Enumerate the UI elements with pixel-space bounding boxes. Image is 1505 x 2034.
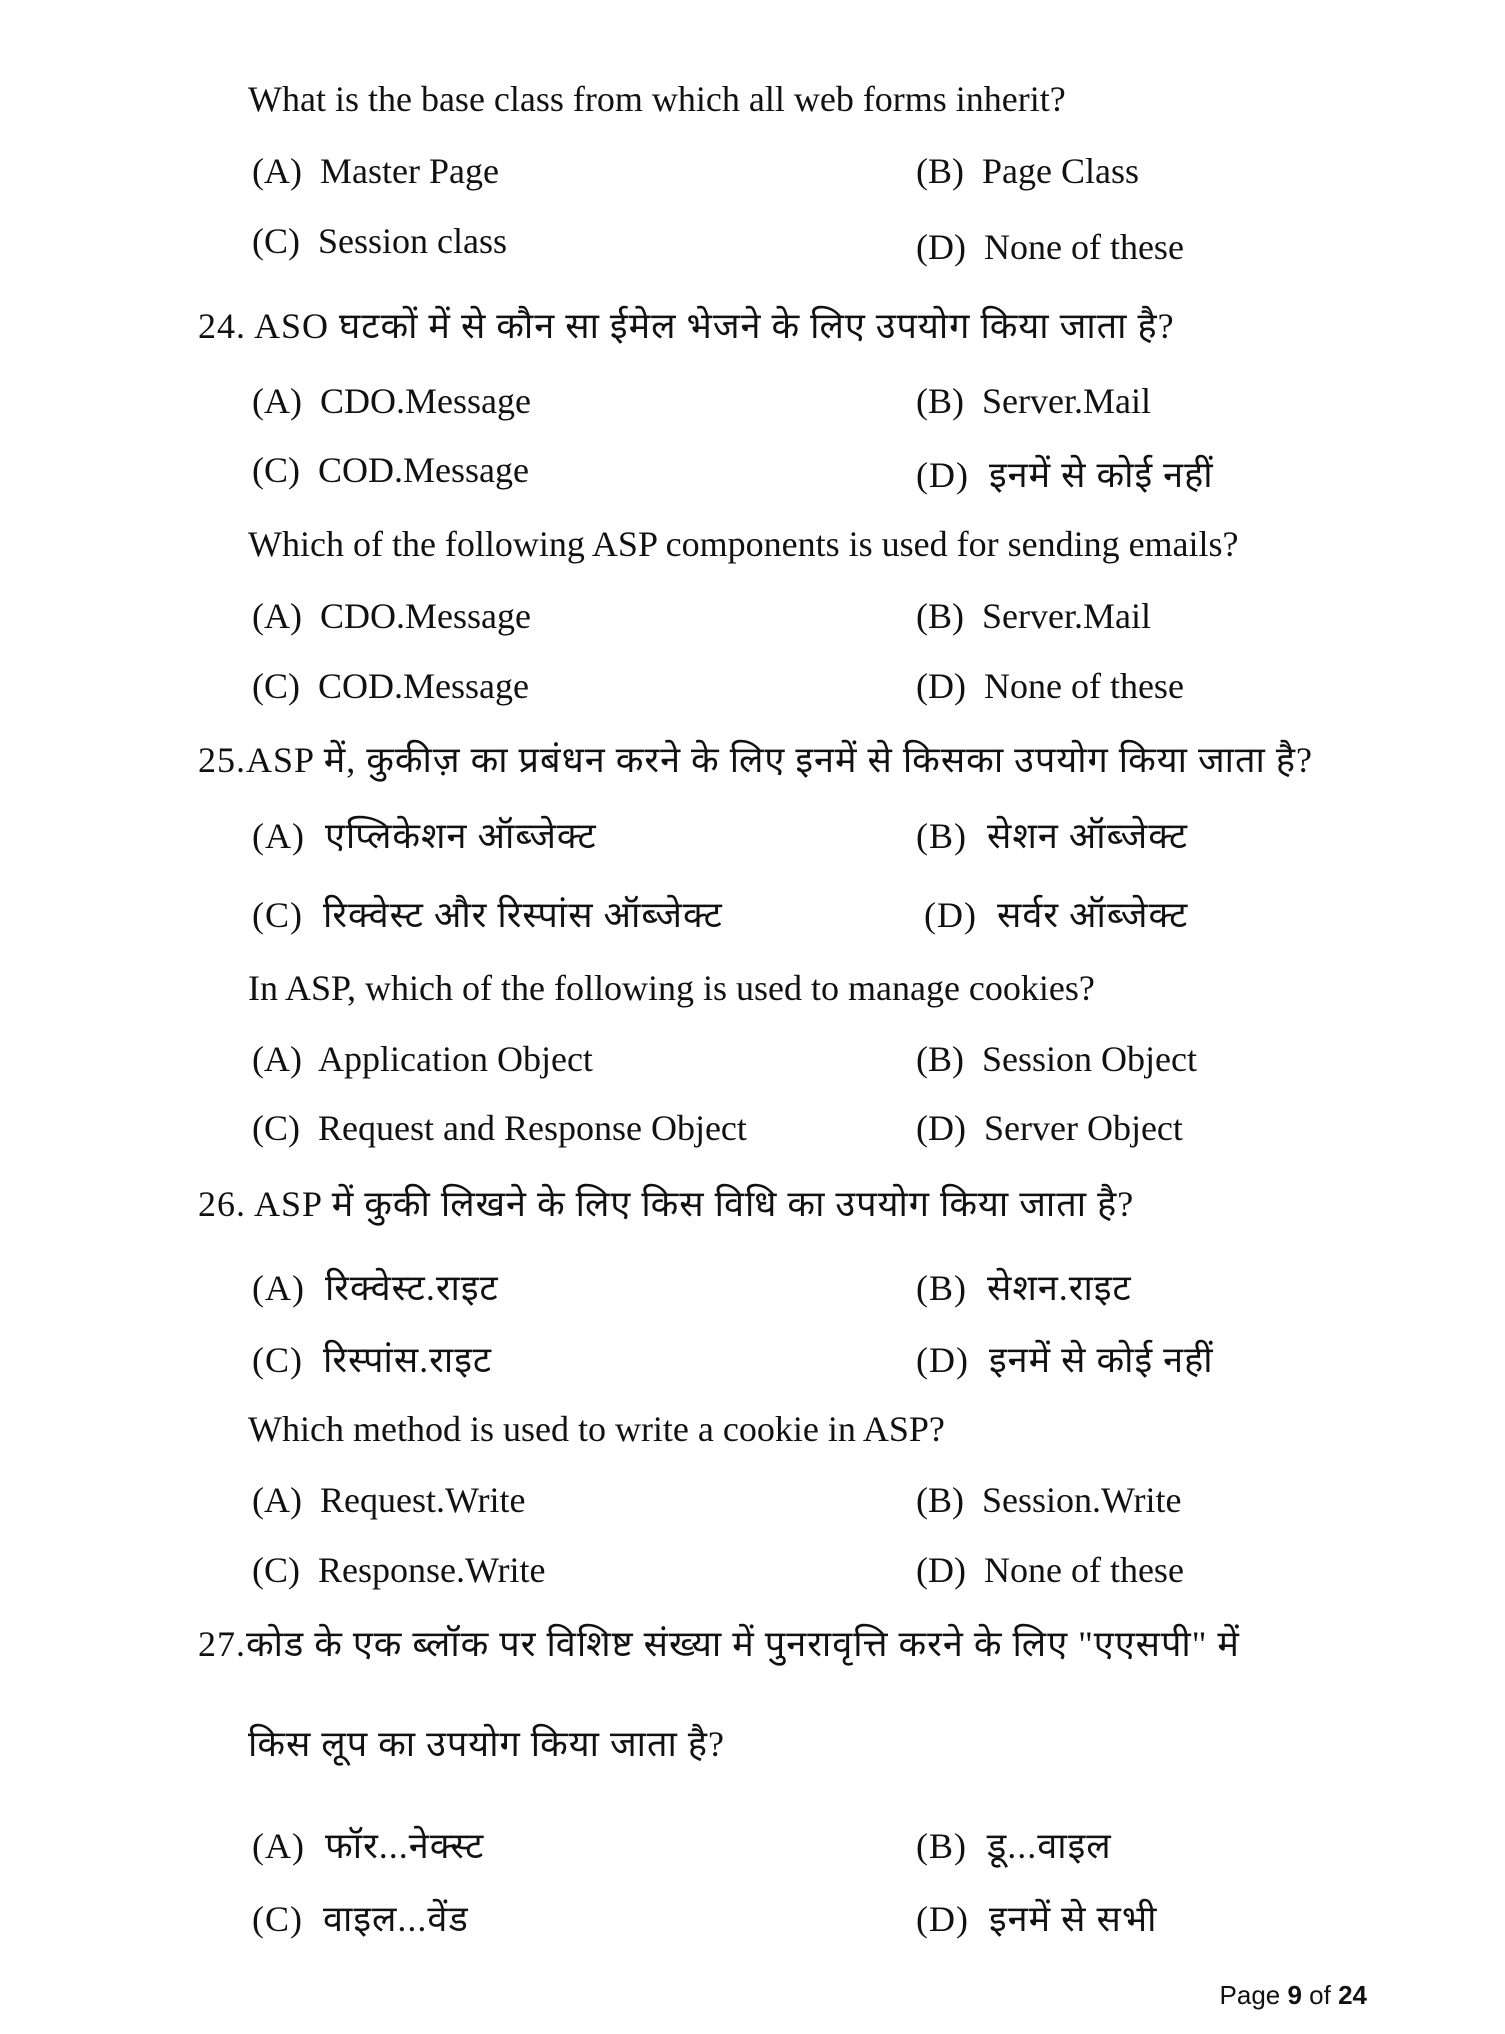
option-text: डू...वाइल (987, 1826, 1112, 1866)
option-label: (C) (252, 1340, 303, 1380)
q25-hi-question: 25.ASP में, कुकीज़ का प्रबंधन करने के लिए इनमें से किसका उपयोग किया जाता है? (198, 740, 1313, 780)
option-label: (A) (252, 1826, 305, 1866)
option-text: Server Object (983, 1108, 1183, 1148)
q26-en-option-b (916, 1479, 1182, 1521)
q27-hi-question-line2: किस लूप का उपयोग किया जाता है? (248, 1724, 725, 1764)
option-label: (B) (916, 596, 964, 636)
option-text: Session.Write (982, 1480, 1182, 1520)
q27-hi-option-c (252, 1893, 469, 1942)
footer-prefix: Page (1219, 1980, 1288, 2010)
q26-en-option-d (916, 1549, 1184, 1591)
option-text: सर्वर ऑब्जेक्ट (996, 895, 1189, 935)
page-number-footer (1220, 1980, 1367, 2011)
option-label: (D) (916, 666, 966, 706)
option-label: (D) (916, 1550, 966, 1590)
q26-hi-question: 26. ASP में कुकी लिखने के लिए किस विधि का उपयोग किया जाता है? (198, 1184, 1135, 1224)
q24-hi-option-c (252, 449, 529, 491)
option-text: COD.Message (318, 666, 529, 706)
option-label: (B) (916, 1268, 967, 1308)
footer-total-pages: 24 (1338, 1980, 1367, 2010)
option-label: (A) (252, 1268, 305, 1308)
q24-hi-option-d (916, 449, 1214, 498)
option-label: (D) (916, 1340, 969, 1380)
q25-hi-option-c (252, 889, 723, 938)
option-label: (A) (252, 1480, 302, 1520)
q26-hi-option-a (252, 1262, 499, 1311)
option-text: इनमें से सभी (988, 1899, 1158, 1939)
q24-en-option-d (916, 665, 1184, 707)
q25-hi-option-a (252, 810, 597, 859)
option-text: रिक्वेस्ट और रिस्पांस ऑब्जेक्ट (323, 895, 723, 935)
option-label: (C) (252, 450, 300, 490)
option-label: (D) (924, 895, 977, 935)
option-label: (A) (252, 151, 302, 191)
option-label: (C) (252, 1550, 300, 1590)
option-text: Request and Response Object (318, 1108, 747, 1148)
option-text: इनमें से कोई नहीं (988, 1340, 1214, 1380)
option-label: (A) (252, 1039, 302, 1079)
option-label: (A) (252, 816, 305, 856)
option-text: सेशन ऑब्जेक्ट (987, 816, 1189, 856)
option-label: (C) (252, 1108, 300, 1148)
q25-hi-option-b (916, 810, 1188, 859)
option-label: (D) (916, 1899, 969, 1939)
option-text: Session Object (982, 1039, 1197, 1079)
q27-hi-question-line1: 27.कोड के एक ब्लॉक पर विशिष्ट संख्या में पुनरावृत्ति करने के लिए "एएसपी" में (198, 1624, 1240, 1664)
q27-hi-option-d (916, 1893, 1157, 1942)
option-text: एप्लिकेशन ऑब्जेक्ट (324, 816, 597, 856)
q26-hi-option-c (252, 1334, 492, 1383)
q24-en-option-a (252, 595, 531, 637)
option-label: (D) (916, 455, 969, 495)
option-label: (D) (916, 227, 966, 267)
option-label: (B) (916, 816, 967, 856)
option-text: रिक्वेस्ट.राइट (324, 1268, 499, 1308)
option-text: फॉर...नेक्स्ट (324, 1826, 485, 1866)
option-label: (B) (916, 381, 964, 421)
q24-en-option-b (916, 595, 1151, 637)
q25-hi-option-d (924, 889, 1188, 938)
q25-en-option-b (916, 1038, 1197, 1080)
option-label: (A) (252, 596, 302, 636)
q25-en-option-d (916, 1107, 1183, 1149)
q24-hi-option-a (252, 380, 531, 422)
option-text: Server.Mail (982, 381, 1151, 421)
option-text: CDO.Message (319, 596, 531, 636)
option-text: Page Class (982, 151, 1139, 191)
q23-option-b (916, 150, 1139, 192)
option-label: (A) (252, 381, 302, 421)
footer-middle: of (1301, 1980, 1339, 2010)
option-text: CDO.Message (319, 381, 531, 421)
option-label: (D) (916, 1108, 966, 1148)
option-label: (B) (916, 151, 964, 191)
q24-en-question: Which of the following ASP components is used for sending emails? (248, 524, 1239, 564)
q26-hi-option-b (916, 1262, 1132, 1311)
option-text: Session class (318, 221, 507, 261)
option-text: None of these (983, 1550, 1184, 1590)
q25-en-option-c (252, 1107, 747, 1149)
option-label: (C) (252, 666, 300, 706)
option-text: None of these (983, 666, 1184, 706)
q23-option-c (252, 220, 507, 262)
q24-en-option-c (252, 665, 529, 707)
option-text: इनमें से कोई नहीं (988, 455, 1214, 495)
q24-hi-question: 24. ASO घटकों में से कौन सा ईमेल भेजने के लिए उपयोग किया जाता है? (198, 306, 1175, 346)
q25-en-question: In ASP, which of the following is used to manage cookies? (248, 968, 1095, 1008)
option-label: (B) (916, 1039, 964, 1079)
q27-hi-option-b (916, 1820, 1112, 1869)
option-text: वाइल...वेंड (323, 1899, 469, 1939)
option-text: Application Object (318, 1039, 593, 1079)
option-text: रिस्पांस.राइट (323, 1340, 493, 1380)
option-text: COD.Message (318, 450, 529, 490)
q26-en-question: Which method is used to write a cookie in ASP? (248, 1409, 945, 1449)
option-label: (C) (252, 221, 300, 261)
q26-hi-option-d (916, 1334, 1214, 1383)
q24-hi-option-b (916, 380, 1151, 422)
option-text: सेशन.राइट (987, 1268, 1132, 1308)
q23-option-a (252, 150, 499, 192)
option-text: None of these (983, 227, 1184, 267)
footer-current-page: 9 (1287, 1980, 1302, 2010)
q27-hi-option-a (252, 1820, 484, 1869)
q23-en-question: What is the base class from which all web forms inherit? (248, 79, 1066, 119)
option-label: (B) (916, 1826, 967, 1866)
option-text: Response.Write (318, 1550, 546, 1590)
option-label: (C) (252, 1899, 303, 1939)
option-label: (B) (916, 1480, 964, 1520)
q23-option-d (916, 226, 1184, 268)
option-text: Request.Write (319, 1480, 526, 1520)
q26-en-option-c (252, 1549, 546, 1591)
q26-en-option-a (252, 1479, 525, 1521)
option-text: Server.Mail (982, 596, 1151, 636)
option-text: Master Page (319, 151, 499, 191)
option-label: (C) (252, 895, 303, 935)
q25-en-option-a (252, 1038, 593, 1080)
